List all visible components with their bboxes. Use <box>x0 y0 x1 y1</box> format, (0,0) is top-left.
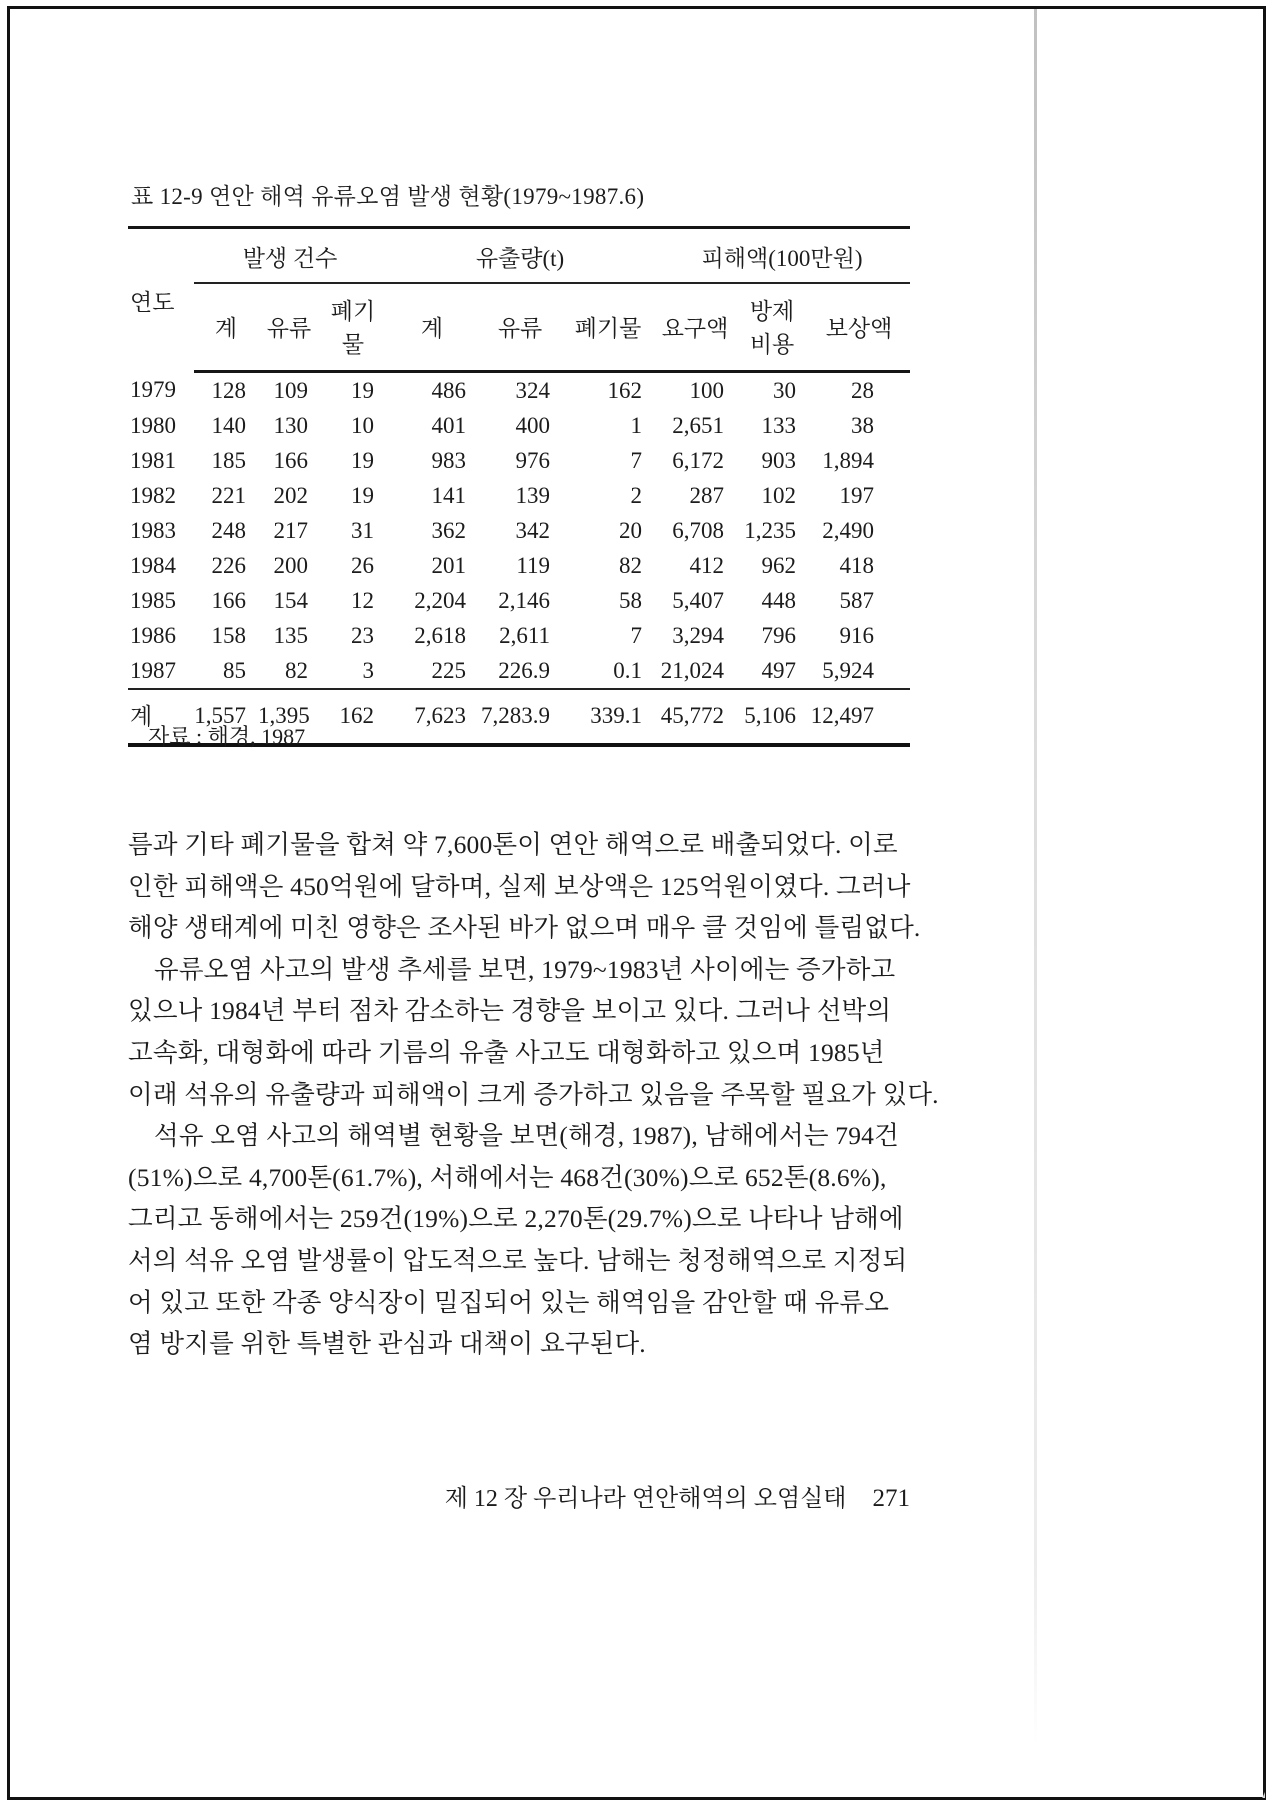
value-cell: 102 <box>761 483 797 508</box>
value-cell: 962 <box>761 553 797 578</box>
value-cell: 2,146 <box>498 588 551 613</box>
table-body <box>128 372 910 690</box>
body-line: 그리고 동해에서는 259건(19%)으로 2,270톤(29.7%)으로 나타나 남해에 <box>128 1204 904 1234</box>
value-cell: 400 <box>515 413 551 438</box>
table-row <box>128 443 910 478</box>
value-cell: 7 <box>630 448 643 473</box>
value-cell: 135 <box>273 623 308 648</box>
value-cell: 1,235 <box>744 518 797 543</box>
value-cell: 28 <box>851 378 875 403</box>
value-cell: 7 <box>630 623 643 648</box>
total-value-cell: 1,557 <box>194 689 258 745</box>
value-cell: 23 <box>351 623 375 648</box>
total-value-cell: 7,623 <box>386 689 478 745</box>
value-cell: 20 <box>619 518 643 543</box>
body-line: 름과 기타 폐기물을 합쳐 약 7,600톤이 연안 해역으로 배출되었다. 이로 <box>128 830 898 859</box>
total-value-cell: 5,106 <box>736 689 808 745</box>
body-line: (51%)으로 4,700톤(61.7%), 서해에서는 468건(30%)으로 652톤(8.6%), <box>128 1162 887 1192</box>
value-cell: 19 <box>351 378 375 403</box>
value-cell: 128 <box>211 378 246 403</box>
value-cell: 109 <box>273 378 308 403</box>
sub-header: 방제비용 <box>736 283 808 372</box>
value-cell: 412 <box>689 553 725 578</box>
value-cell: 1 <box>630 413 643 438</box>
table-container <box>128 226 910 747</box>
year-cell: 1980 <box>130 413 176 438</box>
year-cell: 1981 <box>130 448 176 473</box>
value-cell: 200 <box>273 553 308 578</box>
value-cell: 324 <box>515 378 551 403</box>
value-cell: 166 <box>273 448 308 473</box>
value-cell: 342 <box>515 518 551 543</box>
table-row <box>128 653 910 689</box>
value-cell: 916 <box>839 623 875 648</box>
sub-header: 보상액 <box>808 283 910 372</box>
total-value-cell: 12,497 <box>808 689 910 745</box>
sub-header: 계 <box>194 283 258 372</box>
year-cell: 1985 <box>130 588 176 613</box>
value-cell: 130 <box>273 413 308 438</box>
value-cell: 10 <box>351 413 375 438</box>
body-text <box>128 824 950 1365</box>
column-header-year: 연도 <box>130 289 175 315</box>
value-cell: 38 <box>851 413 875 438</box>
table-row <box>128 583 910 618</box>
page-footer <box>128 1478 910 1513</box>
value-cell: 82 <box>619 553 643 578</box>
value-cell: 983 <box>431 448 467 473</box>
value-cell: 401 <box>431 413 467 438</box>
value-cell: 448 <box>761 588 797 613</box>
total-value-cell: 339.1 <box>562 689 654 745</box>
value-cell: 21,024 <box>660 658 725 683</box>
value-cell: 0.1 <box>613 658 643 683</box>
value-cell: 202 <box>273 483 308 508</box>
table-row <box>128 548 910 583</box>
table-row <box>128 372 910 409</box>
value-cell: 139 <box>515 483 551 508</box>
value-cell: 6,172 <box>672 448 725 473</box>
body-line: 염 방지를 위한 특별한 관심과 대책이 요구된다. <box>128 1329 646 1359</box>
body-line: 이래 석유의 유출량과 피해액이 크게 증가하고 있음을 주목할 필요가 있다. <box>128 1079 939 1109</box>
value-cell: 197 <box>839 483 875 508</box>
value-cell: 226 <box>211 553 246 578</box>
table-row <box>128 513 910 548</box>
value-cell: 185 <box>211 448 246 473</box>
table-source-note: 자료 : 해경, 1987 <box>148 724 306 749</box>
group-header-incidents: 발생 건수 <box>194 228 386 284</box>
page-number: 271 <box>872 1485 910 1512</box>
sub-header: 유류 <box>258 283 320 372</box>
value-cell: 58 <box>619 588 643 613</box>
value-cell: 30 <box>773 378 797 403</box>
value-cell: 201 <box>431 553 467 578</box>
oil-pollution-table <box>128 226 910 747</box>
value-cell: 166 <box>211 588 246 613</box>
value-cell: 162 <box>607 378 643 403</box>
value-cell: 2,651 <box>672 413 725 438</box>
total-value-cell: 1,395 <box>258 689 320 745</box>
body-line: 인한 피해액은 450억원에 달하며, 실제 보상액은 125억원이였다. 그러나 <box>128 871 911 901</box>
value-cell: 3 <box>362 658 375 683</box>
value-cell: 1,894 <box>822 448 875 473</box>
value-cell: 497 <box>761 658 797 683</box>
value-cell: 225 <box>431 658 467 683</box>
year-cell: 1987 <box>130 658 176 683</box>
table-row <box>128 478 910 513</box>
value-cell: 587 <box>839 588 875 613</box>
value-cell: 796 <box>761 623 797 648</box>
value-cell: 221 <box>211 483 246 508</box>
total-value-cell: 45,772 <box>654 689 736 745</box>
body-line: 어 있고 또한 각종 양식장이 밀집되어 있는 해역임을 감안할 때 유류오 <box>128 1287 890 1317</box>
value-cell: 2,618 <box>414 623 467 648</box>
body-line: 석유 오염 사고의 해역별 현황을 보면(해경, 1987), 남해에서는 794건 <box>154 1121 899 1151</box>
value-cell: 100 <box>689 378 725 403</box>
value-cell: 133 <box>761 413 797 438</box>
sub-header: 폐기물 <box>320 283 386 372</box>
value-cell: 3,294 <box>672 623 725 648</box>
value-cell: 6,708 <box>672 518 725 543</box>
body-line: 유류오염 사고의 발생 추세를 보면, 1979~1983년 사이에는 증가하고 <box>154 954 896 984</box>
value-cell: 85 <box>223 658 246 683</box>
value-cell: 287 <box>689 483 725 508</box>
body-line: 해양 생태계에 미친 영향은 조사된 바가 없으며 매우 클 것임에 틀림없다. <box>128 913 921 943</box>
table-header <box>128 228 910 372</box>
value-cell: 248 <box>211 518 246 543</box>
value-cell: 19 <box>351 448 375 473</box>
value-cell: 362 <box>431 518 467 543</box>
value-cell: 486 <box>431 378 467 403</box>
year-cell: 1983 <box>130 518 176 543</box>
table-row <box>128 618 910 653</box>
value-cell: 903 <box>761 448 797 473</box>
value-cell: 2,611 <box>499 623 551 648</box>
value-cell: 31 <box>351 518 375 543</box>
year-cell: 1984 <box>130 553 176 578</box>
value-cell: 154 <box>273 588 308 613</box>
scan-corner-artifact <box>1115 1688 1265 1798</box>
sub-header: 계 <box>386 283 478 372</box>
total-value-cell: 7,283.9 <box>478 689 562 745</box>
total-label-cell: 계 <box>128 689 194 745</box>
chapter-title: 제 12 장 우리나라 연안해역의 오염실태 <box>444 1486 847 1512</box>
year-cell: 1979 <box>130 377 176 403</box>
sub-header: 요구액 <box>654 283 736 372</box>
body-line: 서의 석유 오염 발생률이 압도적으로 높다. 남해는 청정해역으로 지정되 <box>128 1245 908 1275</box>
group-header-spill: 유출량(t) <box>386 228 654 284</box>
value-cell: 2,204 <box>414 588 467 613</box>
value-cell: 12 <box>351 588 375 613</box>
table-title: 표 12-9 연안 해역 유류오염 발생 현황(1979~1987.6) <box>131 184 645 209</box>
value-cell: 226.9 <box>498 658 551 683</box>
group-header-damage: 피해액(100만원) <box>654 228 910 284</box>
sub-header: 폐기물 <box>562 283 654 372</box>
value-cell: 2 <box>630 483 643 508</box>
value-cell: 26 <box>351 553 375 578</box>
value-cell: 82 <box>285 658 308 683</box>
value-cell: 217 <box>273 518 308 543</box>
scan-gutter-artifact <box>1034 9 1037 1746</box>
value-cell: 19 <box>351 483 375 508</box>
value-cell: 5,924 <box>822 658 875 683</box>
table-row <box>128 408 910 443</box>
value-cell: 141 <box>431 483 467 508</box>
value-cell: 119 <box>516 553 551 578</box>
value-cell: 5,407 <box>672 588 725 613</box>
value-cell: 158 <box>211 623 246 648</box>
year-cell: 1982 <box>130 483 176 508</box>
body-line: 있으나 1984년 부터 점차 감소하는 경향을 보이고 있다. 그러나 선박의 <box>128 996 892 1026</box>
value-cell: 418 <box>839 553 875 578</box>
value-cell: 2,490 <box>822 518 875 543</box>
body-line: 고속화, 대형화에 따라 기름의 유출 사고도 대형화하고 있으며 1985년 <box>128 1037 885 1067</box>
total-value-cell: 162 <box>320 689 386 745</box>
value-cell: 976 <box>515 448 551 473</box>
value-cell: 140 <box>211 413 246 438</box>
sub-header: 유류 <box>478 283 562 372</box>
year-cell: 1986 <box>130 623 176 648</box>
